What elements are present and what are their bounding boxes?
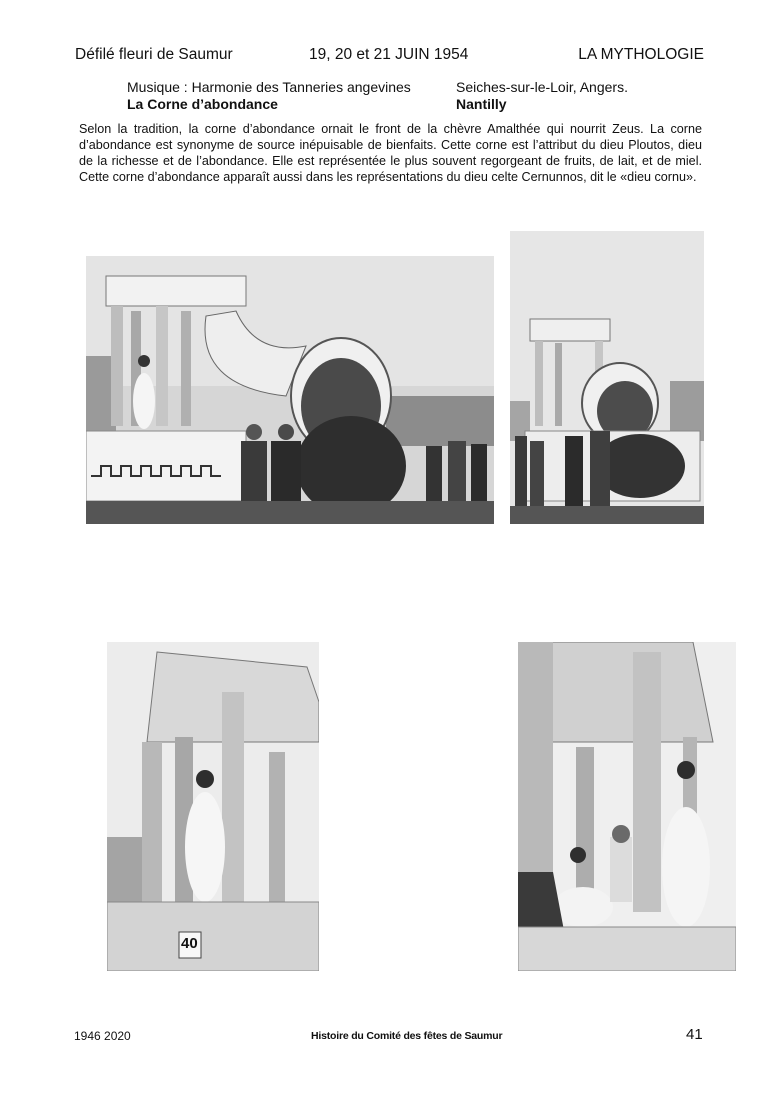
place-line: Seiches-sur-le-Loir, Angers. [456,79,628,95]
photo-pavilion-lady [107,642,319,971]
district-line: Nantilly [456,96,507,112]
photo-pavilion-group-image [518,642,736,971]
header-center: 19, 20 et 21 JUIN 1954 [309,46,469,63]
float-number: 40 [181,935,198,952]
photo-float-wide-image [86,256,494,524]
music-line: Musique : Harmonie des Tanneries angevines [127,79,411,95]
footer-years: 1946 2020 [74,1029,131,1043]
float-title: La Corne d’abondance [127,96,278,112]
photo-pavilion-group [518,642,736,971]
photo-float-wide [86,256,494,524]
header-right: LA MYTHOLOGIE [578,46,704,63]
photo-pavilion-lady-image [107,642,319,971]
photo-float-distance-image [510,231,704,524]
description-paragraph: Selon la tradition, la corne d’abondance ornait le front de la chèvre Amalthée qui nourrit Zeus. La corne d’abondance est synonyme de source inépuisable de bienfaits. Cette corne est l’attribut du dieu Ploutos, dieu de la richesse et de l’abondance. Elle est représentée le plus souvent regorgeant de fruits, de lait, et de miel. Cette corne d’abondance apparaît aussi dans les représentations du dieu celte Cernunnos, dit le «dieu cornu». [79,122,702,184]
footer-book-title: Histoire du Comité des fêtes de Saumur [311,1030,503,1042]
photo-float-distance [510,231,704,524]
header-left: Défilé fleuri de Saumur [75,46,233,63]
page-number: 41 [686,1026,703,1043]
